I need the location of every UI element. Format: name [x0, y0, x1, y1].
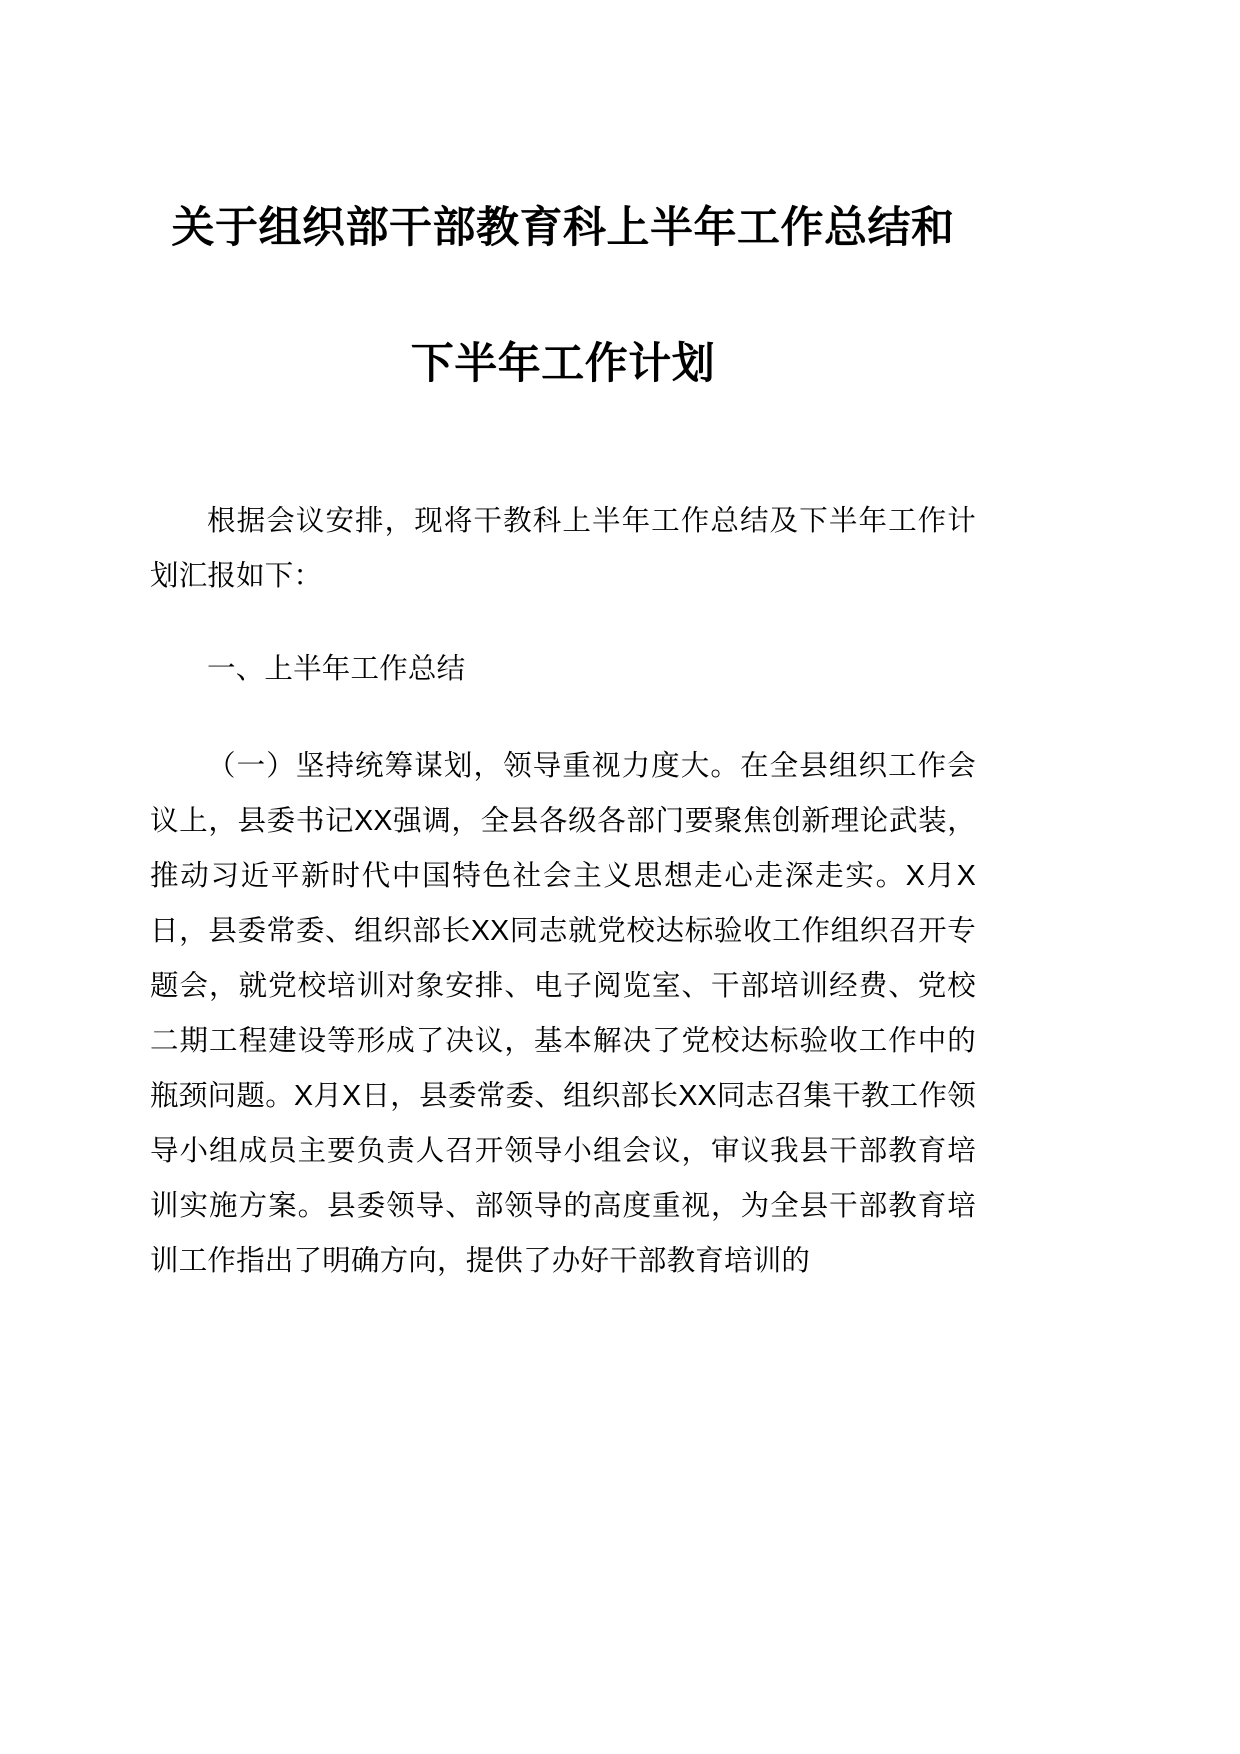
body-paragraph-1: （一）坚持统筹谋划，领导重视力度大。在全县组织工作会议上，县委书记XX强调，全县各级各部门要聚焦创新理论武装，推动习近平新时代中国特色社会主义思想走心走深走实。X月X日，县委常委、组织部长XX同志就党校达标验收工作组织召开专题会，就党校培训对象安排、电子阅览室、干部培训经费、党校二期工程建设等形成了决议，基本解决了党校达标验收工作中的瓶颈问题。X月X日，县委常委、组织部长XX同志召集干教工作领导小组成员主要负责人召开领导小组会议，审议我县干部教育培训实施方案。县委领导、部领导的高度重视，为全县干部教育培训工作指出了明确方向，提供了办好干部教育培训的 [150, 749, 976, 1277]
document-title-line-2: 下半年工作计划 [410, 339, 716, 388]
document-title [150, 29, 976, 386]
document-body [150, 494, 976, 1289]
intro-paragraph: 根据会议安排，现将干教科上半年工作总结及下半年工作计划汇报如下： [150, 504, 976, 592]
section-heading-1: 一、上半年工作总结 [207, 652, 466, 685]
document-title-line-1: 关于组织部干部教育科上半年工作总结和 [171, 203, 955, 252]
document-content-column [150, 0, 976, 1289]
